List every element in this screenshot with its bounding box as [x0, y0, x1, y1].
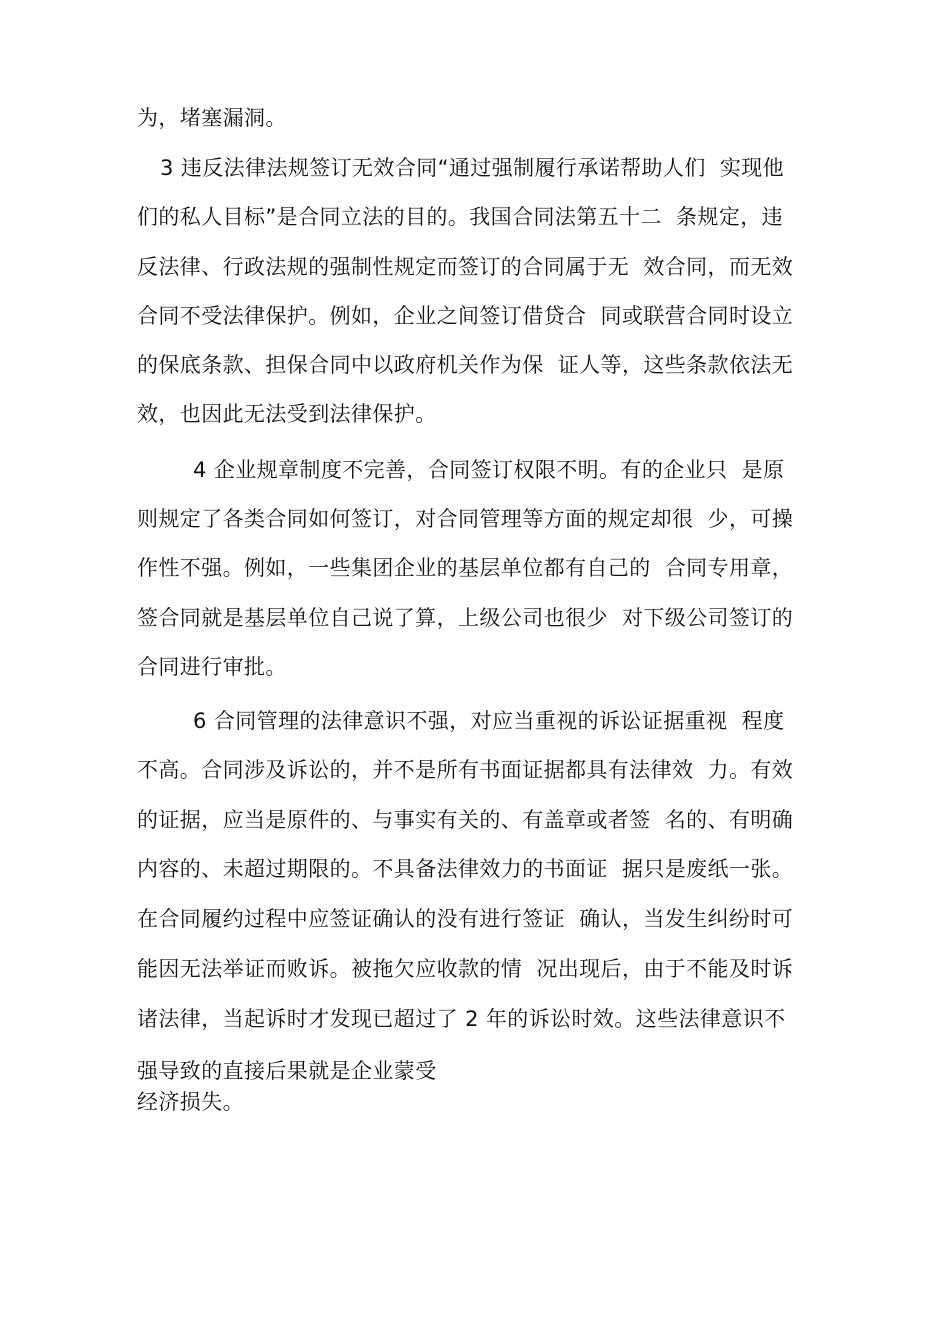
text-line: 3 违反法律法规签订无效合同“通过强制履行承诺帮助人们 实现他 [160, 156, 785, 180]
text-line: 的证据，应当是原件的、与事实有关的、有盖章或者签 名的、有明确 [137, 808, 794, 832]
text-line: 经济损失。 [137, 1090, 244, 1114]
text-line: 诸法律，当起诉时才发现已超过了 2 年的诉讼时效。这些法律意识不 [137, 1007, 786, 1031]
text-line: 强导致的直接后果就是企业蒙受 [137, 1059, 437, 1083]
text-line: 内容的、未超过期限的。不具备法律效力的书面证 据只是废纸一张。 [137, 857, 794, 881]
text-line: 合同进行审批。 [137, 655, 287, 679]
text-line: 4 企业规章制度不完善，合同签订权限不明。有的企业只 是原 [193, 458, 785, 482]
text-line: 为，堵塞漏洞。 [137, 106, 287, 130]
text-line: 的保底条款、担保合同中以政府机关作为保 证人等，这些条款依法无 [137, 353, 794, 377]
text-line: 反法律、行政法规的强制性规定而签订的合同属于无 效合同，而无效 [137, 255, 794, 279]
text-line: 则规定了各类合同如何签订，对合同管理等方面的规定却很 少，可操 [137, 507, 794, 531]
text-line: 作性不强。例如，一些集团企业的基层单位都有自己的 合同专用章， [137, 556, 794, 580]
text-line: 签合同就是基层单位自己说了算，上级公司也很少 对下级公司签订的 [137, 606, 794, 630]
text-line: 效，也因此无法受到法律保护。 [137, 402, 437, 426]
text-line: 能因无法举证而败诉。被拖欠应收款的情 况出现后，由于不能及时诉 [137, 957, 794, 981]
text-line: 们的私人目标”是合同立法的目的。我国合同法第五十二 条规定，违 [137, 205, 784, 229]
text-line: 合同不受法律保护。例如，企业之间签订借贷合 同或联营合同时设立 [137, 304, 794, 328]
text-line: 在合同履约过程中应签证确认的没有进行签证 确认，当发生纠纷时可 [137, 907, 794, 931]
text-line: 6 合同管理的法律意识不强，对应当重视的诉讼证据重视 程度 [193, 709, 785, 733]
text-line: 不高。合同涉及诉讼的，并不是所有书面证据都具有法律效 力。有效 [137, 758, 794, 782]
